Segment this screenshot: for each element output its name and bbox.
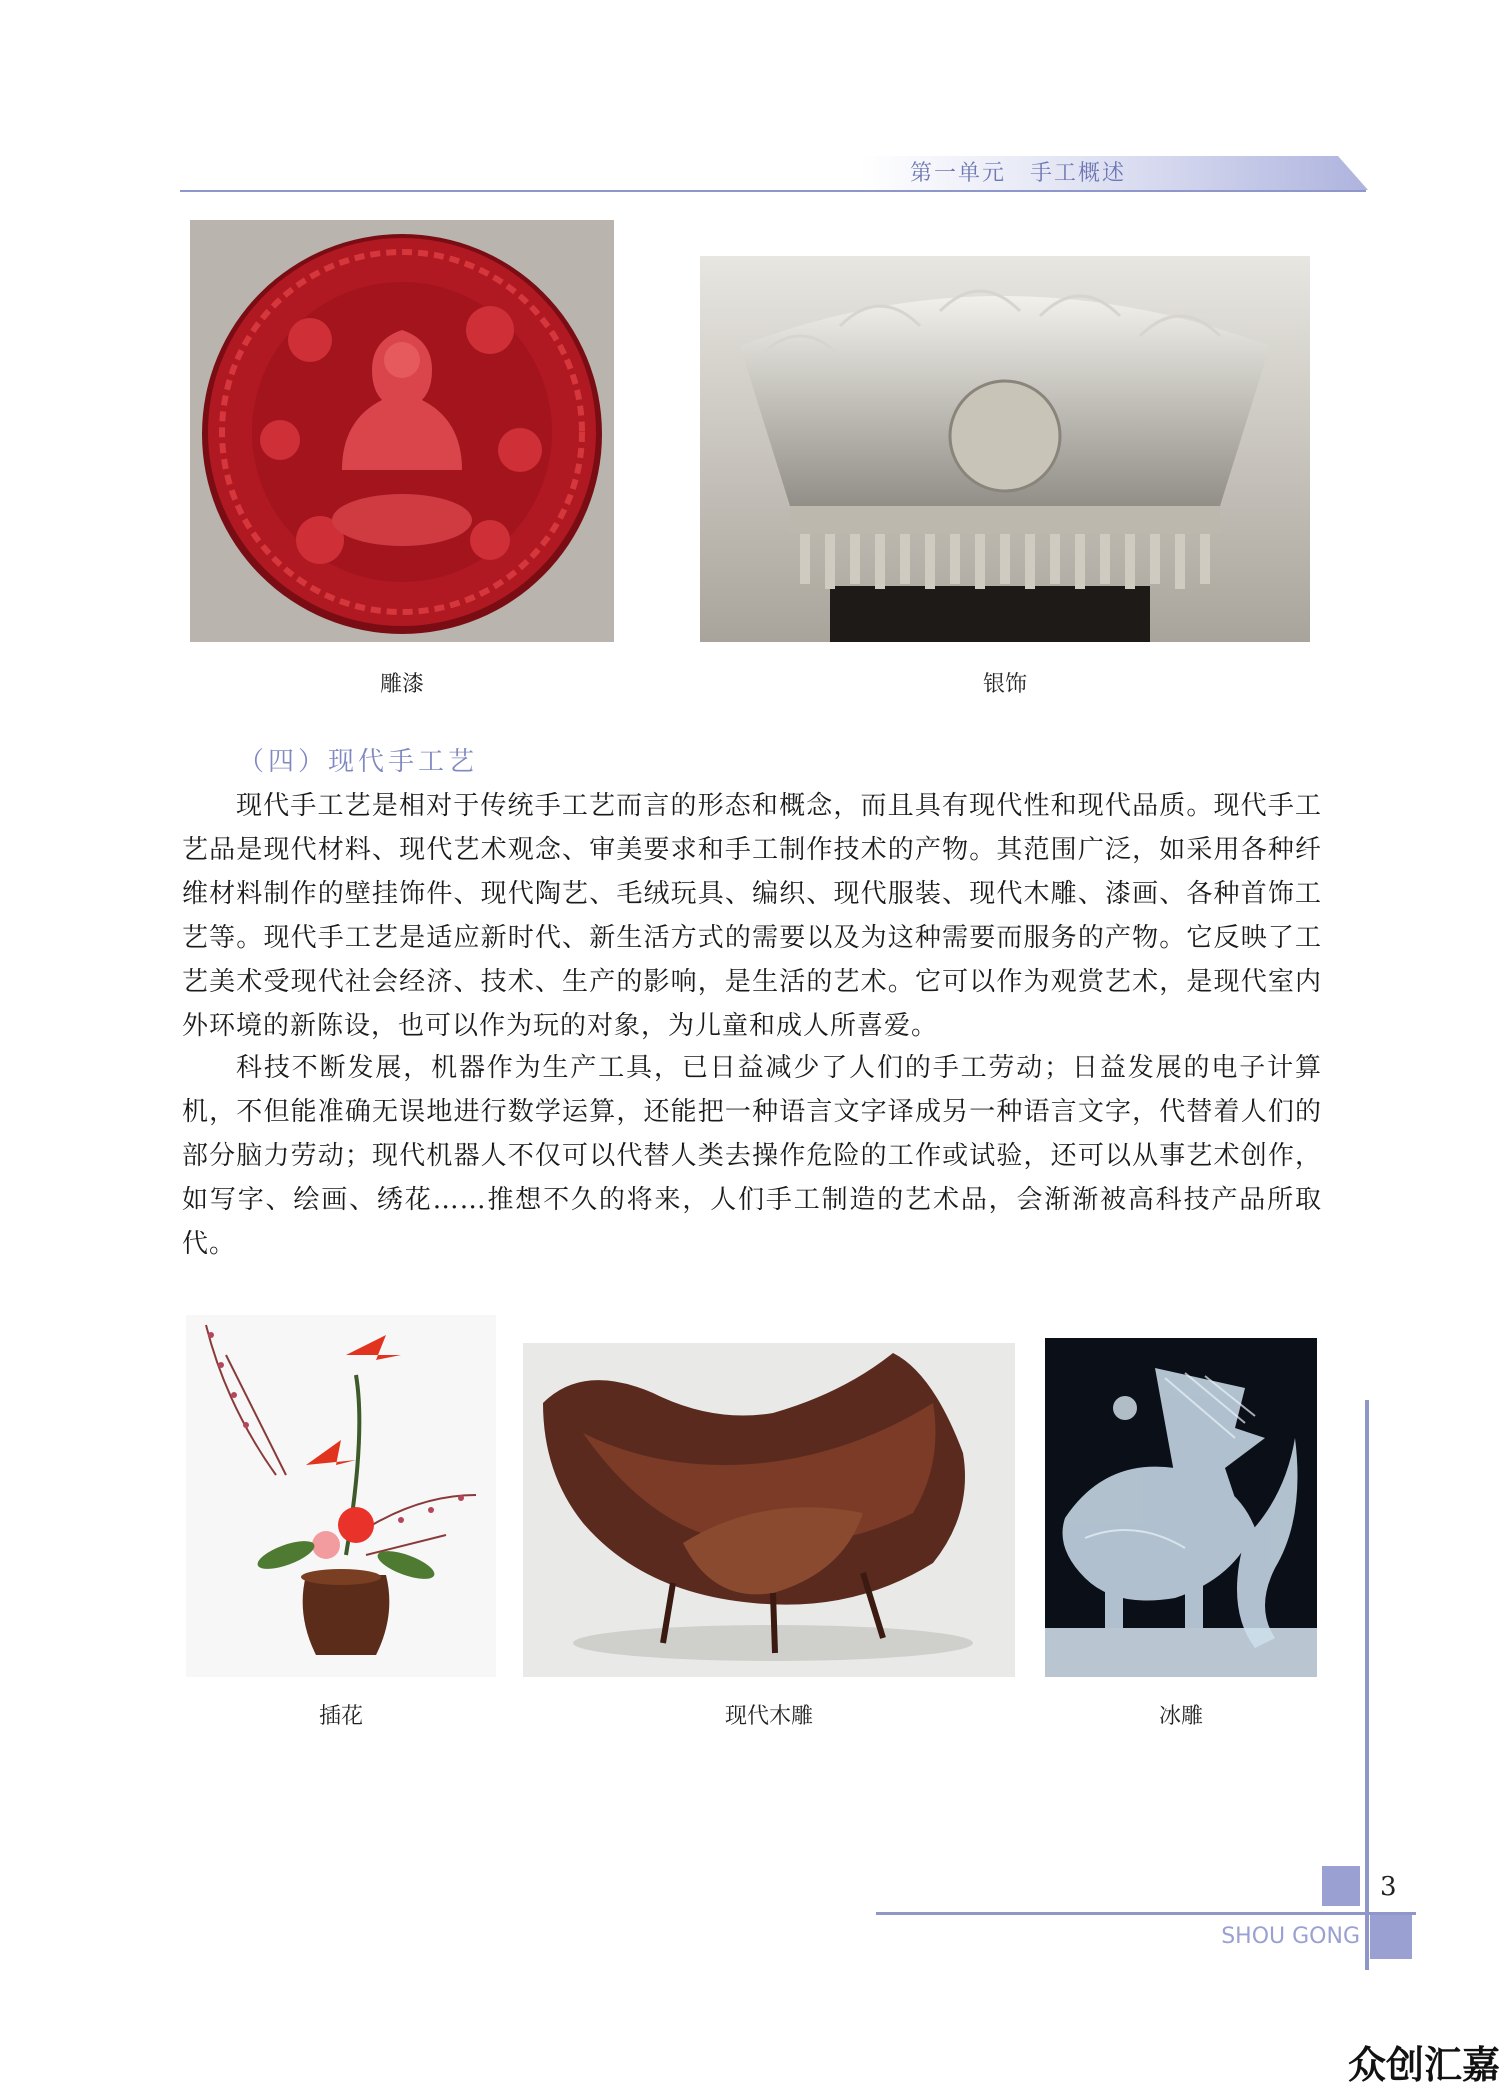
vertical-rule xyxy=(1365,1400,1369,1970)
ikebana-image xyxy=(186,1315,496,1677)
ice-caption: 冰雕 xyxy=(1158,1704,1203,1729)
silver-headdress-illustration xyxy=(700,256,1310,642)
chapter-title: 第一单元 手工概述 xyxy=(910,161,1127,186)
woodcarving-caption: 现代木雕 xyxy=(724,1704,813,1729)
section-heading: （四）现代手工艺 xyxy=(238,747,479,777)
ice-sculpture-image xyxy=(1045,1338,1317,1677)
woodcarving-image xyxy=(523,1343,1015,1677)
woodcarving-illustration xyxy=(523,1343,1015,1677)
header-rule xyxy=(180,190,1366,192)
ikebana-caption: 插花 xyxy=(318,1704,363,1729)
lacquer-plate-illustration xyxy=(190,220,614,642)
paragraph-2: 科技不断发展，机器作为生产工具，已日益减少了人们的手工劳动；日益发展的电子计算机，不但能准确无误地进行数学运算，还能把一种语言文字译成另一种语言文字，代替着人们的部分脑力劳动；现代机器人不仅可以代替人类去操作危险的工作或试验，还可以从事艺术创作，如写字、绘画、绣花……推想不久的将来，人们手工制造的艺术品，会渐渐被高科技产品所取代。 xyxy=(182,1053,1322,1259)
ikebana-illustration xyxy=(186,1315,496,1677)
ice-sculpture-illustration xyxy=(1045,1338,1317,1677)
lacquer-plate-image xyxy=(190,220,614,642)
page-number: 3 xyxy=(1380,1872,1397,1902)
silver-headdress-image xyxy=(700,256,1310,642)
paragraph-1: 现代手工艺是相对于传统手工艺而言的形态和概念，而且具有现代性和现代品质。现代手工艺品是现代材料、现代艺术观念、审美要求和手工制作技术的产物。其范围广泛，如采用各种纤维材料制作的壁挂饰件、现代陶艺、毛绒玩具、编织、现代服装、现代木雕、漆画、各种首饰工艺等。现代手工艺是适应新时代、新生活方式的需要以及为这种需要而服务的产物。它反映了工艺美术受现代社会经济、技术、生产的影响，是生活的艺术。它可以作为观赏艺术，是现代室内外环境的新陈设，也可以作为玩的对象，为儿童和成人所喜爱。 xyxy=(182,791,1322,1041)
lacquer-caption: 雕漆 xyxy=(379,672,424,697)
footer-square-lower xyxy=(1370,1915,1412,1959)
watermark-text: 众创汇嘉 xyxy=(1347,2043,1500,2087)
footer-rule xyxy=(876,1912,1416,1915)
footer-square-upper xyxy=(1322,1866,1360,1906)
footer-brand: SHOU GONG xyxy=(1221,1924,1360,1949)
silver-caption: 银饰 xyxy=(982,672,1027,697)
